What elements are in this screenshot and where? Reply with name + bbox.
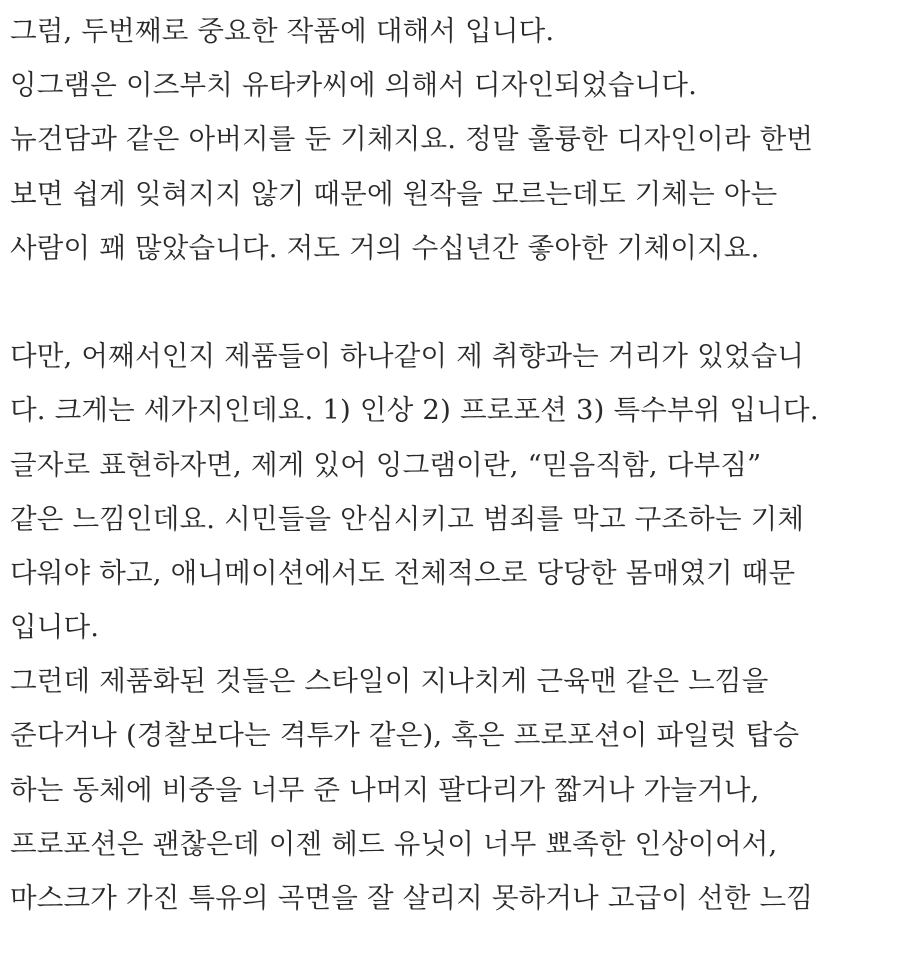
text-line: 다만, 어째서인지 제품들이 하나같이 제 취향과는 거리가 있었습니 <box>10 340 805 373</box>
text-line: 같은 느낌인데요. 시민들을 안심시키고 범죄를 막고 구조하는 기체 <box>10 502 805 535</box>
text-line: 마스크가 가진 특유의 곡면을 잘 살리지 못하거나 고급이 선한 느낌 <box>10 882 814 914</box>
article-body <box>10 0 890 921</box>
text-line: 사람이 꽤 많았습니다. 저도 거의 수십년간 좋아한 기체이지요. <box>10 231 760 264</box>
text-line: 하는 동체에 비중을 너무 준 나머지 팔다리가 짧거나 가늘거나, <box>10 773 760 806</box>
paragraph-critique <box>10 325 890 921</box>
text-line: 준다거나 (경찰보다는 격투가 같은), 혹은 프로포션이 파일럿 탑승 <box>10 719 800 752</box>
text-line: 뉴건담과 같은 아버지를 둔 기체지요. 정말 훌륭한 디자인이라 한번 <box>10 123 814 156</box>
text-line: 보면 쉽게 잊혀지지 않기 때문에 원작을 모르는데도 기체는 아는 <box>10 177 778 210</box>
text-line: 프로포션은 괜찮은데 이젠 헤드 유닛이 너무 뾰족한 인상이어서, <box>10 827 778 860</box>
paragraph-intro <box>10 0 890 271</box>
text-line: 그런데 제품화된 것들은 스타일이 지나치게 근육맨 같은 느낌을 <box>10 665 769 698</box>
text-line: 잉그램은 이즈부치 유타카씨에 의해서 디자인되었습니다. <box>10 69 698 102</box>
text-line: 입니다. <box>10 611 100 644</box>
text-line: 다워야 하고, 애니메이션에서도 전체적으로 당당한 몸매였기 때문 <box>10 556 796 589</box>
text-line: 그럼, 두번째로 중요한 작품에 대해서 입니다. <box>10 15 555 47</box>
text-line: 글자로 표현하자면, 제게 있어 잉그램이란, “믿음직함, 다부짐” <box>10 448 762 481</box>
text-line: 다. 크게는 세가지인데요. 1) 인상 2) 프로포션 3) 특수부위 입니다. <box>10 394 819 427</box>
paragraph-spacer <box>10 271 890 325</box>
